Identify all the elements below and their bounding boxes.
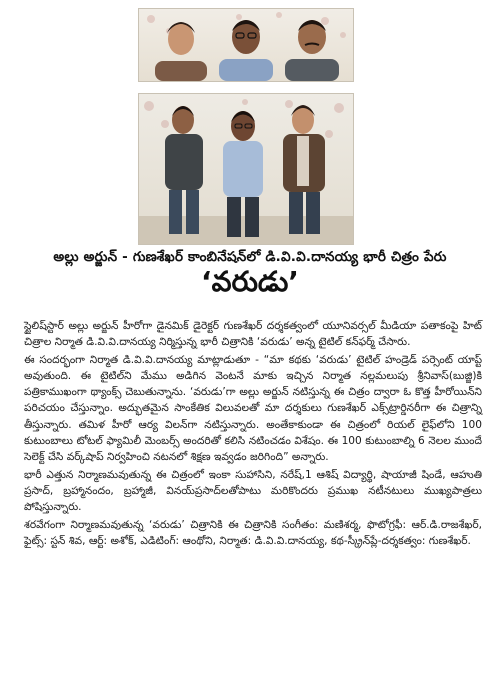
main-photo bbox=[138, 93, 354, 245]
article-body bbox=[24, 318, 482, 550]
headline: అల్లు అర్జున్ - గుణశేఖర్ కాంబినేషన్‌లో డి.వి.వి.దానయ్య భారీ చిత్రం పేరు bbox=[53, 249, 447, 265]
article-paragraph: శరవేగంగా నిర్మాణమవుతున్న ‘వరుడు’ చిత్రానికి ఈ చిత్రానికి సంగీతం: మణిశర్మ, ఫొటోగ్రఫీ: ఆర్.డి.రాజశేఖర్, ఫైట్స్: స్టన్ శివ, ఆర్ట్: అశోక్, ఎడిటింగ్: ఆంథోని, నిర్మాత: డి.వి.వి.దానయ్య, కథ-స్క్రీన్‌ప్లే-దర్శకత్వం: గుణశేఖర్. bbox=[24, 518, 482, 547]
article-paragraph: ఈ సందర్భంగా నిర్మాత డి.వి.వి.దానయ్య మాట్లాడుతూ - “మా కథకు ‘వరుడు’ టైటిల్ హండ్రెడ్ పర్సెంట్ యాప్ట్ అవుతుంది. ఈ టైటిల్‌ని మేము అడిగిన వెంటనే మాకు ఇచ్చిన నిర్మాత నల్లమలుపు శ్రీనివాస్(బుజ్జి)కి పత్రికాముఖంగా థ్యాంక్స్ చెబుతున్నాను. ‘వరుడు’గా అల్లు అర్జున్ నటిస్తున్న ఈ చిత్రం ద్వారా ఓ కొత్త హీరోయిన్‌ని పరిచయం చేస్తున్నాం. అద్భుతమైన సాంకేతిక విలువలతో మా దర్శకులు గుణశేఖర్ ఎక్స్‌ట్రార్డినరీగా ఈ చిత్రాన్ని తీస్తున్నారు. తమిళ హీరో ఆర్య విలన్‌గా నటిస్తున్నారు. అంతేకాకుండా ఈ చిత్రంలో రియల్ లైఫ్‌లోని 100 కుటుంబాలు టోటల్ ఫ్యామిలీ మెంబర్స్ అందరితో కలిసి నటించడం విశేషం. ఈ 100 కుటుంబాల్ని 6 నెలల ముందే సెలెక్ట్ చేసి వర్క్‌షాప్ నిర్వహించి నటనలో శిక్షణ ఇవ్వడం జరిగింది” అన్నారు. bbox=[24, 353, 482, 464]
article-paragraph: భారీ ఎత్తున నిర్మాణమవుతున్న ఈ చిత్రంలో ఇంకా సుహాసిని, నరేష్,1 ఆశిష్ విద్యార్థి, షాయాజీ షిండే, ఆహుతి ప్రసాద్, బ్రహ్మానందం, బ్రహ్మాజీ, వినయ్‌ప్రసాద్‌లతోపాటు మరికొందరు ప్రముఖ నటీనటులు ముఖ్యపాత్రలు పోషిస్తున్నారు. bbox=[24, 468, 482, 514]
top-photo bbox=[138, 8, 354, 82]
movie-title: ‘వరుడు’ bbox=[201, 265, 299, 298]
article-paragraph: స్టైలిష్‌స్టార్ అల్లు అర్జున్ హీరోగా డైనమిక్ డైరెక్టర్ గుణశేఖర్ దర్శకత్వంలో యూనివర్సల్ మీడియా పతాకంపై హిట్ చిత్రాల నిర్మాత డి.వి.వి.దానయ్య నిర్మిస్తున్న భారీ చిత్రానికి ‘వరుడు’ అన్న టైటిల్ కన్‌ఫర్మ్ చేసారు. bbox=[24, 320, 482, 349]
